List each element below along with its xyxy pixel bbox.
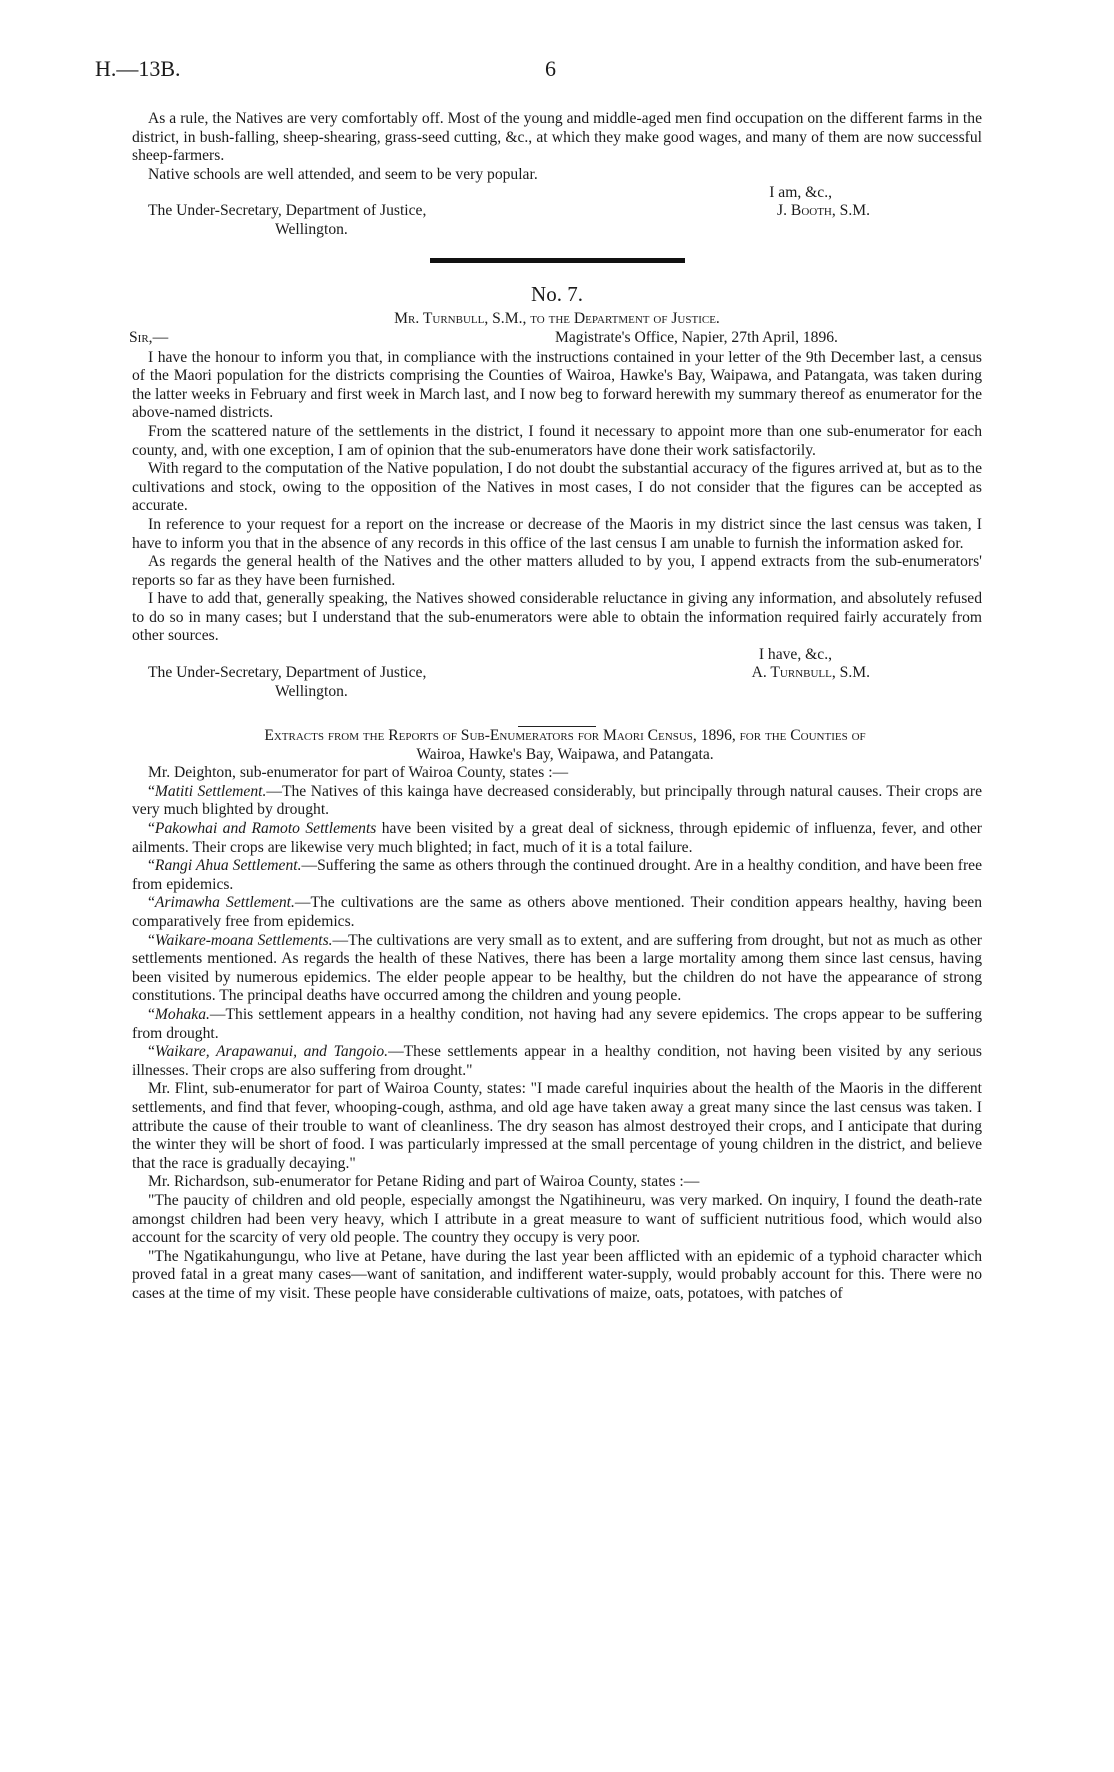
extract-text: —The cultivations are the same as others above mentioned. Their condition appears healthy, having been comparatively free from epidemics.	[132, 894, 982, 930]
section-divider	[430, 258, 685, 263]
settlement-name: Waikare, Arapawanui, and Tangoio.	[154, 1043, 389, 1061]
extract-text: —Suffering the same as others through the continued drought. Are in a healthy condition, and have been free from epidemics.	[132, 857, 983, 893]
paragraph: "The paucity of children and old people, especially amongst the Ngatihineuru, was very marked. On inquiry, I found the death-rate amongst children had been very heavy, which I attribute in a great measure to want of sufficient nutritious food, which would also account for the scarcity of very old people. The country they occupy is very poor.	[132, 1191, 982, 1247]
paragraph: "The Ngatikahungungu, who live at Petane, have during the last year been afflicted with an epidemic of a typhoid character which proved fatal in a great many cases—want of sanitation, and indifferent water-supply, would probably account for this. There were no cases at the time of my visit. These people have considerable cultivations of maize, oats, potatoes, with patches of	[132, 1247, 982, 1302]
paragraph: From the scattered nature of the settlements in the district, I found it necessary to appoint more than one sub-enumerator for each county, and, with one exception, I am of opinion that the sub-enumerators have done their work satisfactorily.	[132, 422, 982, 459]
signature-block	[132, 646, 982, 702]
paragraph: In reference to your request for a report on the increase or decrease of the Maoris in my district since the last census was taken, I have to inform you that in the absence of any records in this office of the last census I am unable to furnish the information asked for.	[132, 515, 982, 552]
signatory: J. Booth, S.M.	[777, 202, 870, 220]
extract-text: —These settlements appear in a healthy condition, not having been visited by any serious illnesses. Their crops are also suffering from drought."	[132, 1043, 983, 1079]
settlement-name: Mohaka.	[154, 1005, 210, 1023]
addressee: The Under-Secretary, Department of Justice,	[148, 664, 427, 682]
extract-text: —The Natives of this kainga have decreased considerably, but principally through natural causes. Their crops are very much blighted by drought.	[132, 782, 982, 819]
document-body	[129, 110, 983, 1303]
page-number: 6	[545, 56, 556, 81]
salutation-line	[129, 328, 982, 349]
settlement-name: Arimawha Settlement.	[154, 894, 295, 912]
addressee-city: Wellington.	[275, 221, 348, 239]
extracts-heading-line: Wairoa, Hawke's Bay, Waipawa, and Patangata.	[416, 745, 714, 763]
paragraph: As regards the general health of the Natives and the other matters alluded to by you, I append extracts from the sub-enumerators' reports so far as they have been furnished.	[132, 553, 982, 589]
addressee: The Under-Secretary, Department of Justice,	[148, 202, 427, 220]
paragraph: Mr. Richardson, sub-enumerator for Petane Riding and part of Wairoa County, states :—	[148, 1173, 700, 1191]
page-reference: H.—13B.	[95, 56, 181, 81]
signature-block	[132, 184, 982, 240]
settlement-name: Waikare-moana Settlements.	[154, 931, 333, 949]
extract-item: “Rangi Ahua Settlement.—Suffering the same as others through the continued drought. Are in a healthy condition, and have been free from epidemics.	[132, 857, 983, 893]
office-line: Magistrate's Office, Napier, 27th April, 1896.	[555, 328, 838, 346]
paragraph: With regard to the computation of the Native population, I do not doubt the substantial accuracy of the figures arrived at, but as to the cultivations and stock, owing to the opposition of the Natives in most cases, I do not consider that the figures can be accepted as accurate.	[132, 460, 982, 515]
paragraph: As a rule, the Natives are very comfortably off. Most of the young and middle-aged men find occupation on the different farms in the district, in bush-falling, sheep-shearing, grass-seed cutting, &c., at which they make good wages, and many of them are now successful sheep-farmers.	[132, 110, 982, 165]
settlement-name: Rangi Ahua Settlement.	[154, 857, 302, 875]
paragraph: Mr. Deighton, sub-enumerator for part of Wairoa County, states :—	[148, 764, 569, 782]
extract-item: “Pakowhai and Ramoto Settlements have been visited by a great deal of sickness, through epidemic of influenza, fever, and other ailments. Their crops are likewise very much blighted; in fact, much of it is a total failure.	[132, 820, 982, 856]
closing: I have, &c.,	[758, 646, 832, 664]
paragraph: Mr. Flint, sub-enumerator for part of Wairoa County, states: "I made careful inquiries about the health of the Maoris in the different settlements, and find that fever, whooping-cough, asthma, and old age have taken away a great many since the last census was taken. I attribute the cause of their trouble to want of cleanliness. The dry season has almost destroyed their crops, and I anticipate that during the winter they will be short of food. I was particularly impressed at the small percentage of young children in the district, and believe that the race is gradually decaying."	[132, 1080, 982, 1172]
extract-item: “Waikare, Arapawanui, and Tangoio.—These settlements appear in a healthy condition, not having been visited by any serious illnesses. Their crops are also suffering from drought."	[132, 1043, 983, 1079]
extract-text: have been visited by a great deal of sickness, through epidemic of influenza, fever, and other ailments. Their crops are likewise very much blighted; in fact, much of it is a total failure.	[132, 820, 982, 856]
extract-item: “Waikare-moana Settlements.—The cultivations are very small as to extent, and are suffering from drought, but not as much as other settlements mentioned. As regards the health of these Natives, there has been a large mortality among them since last census, having been visited by numerous epidemics. The elder people appear to be healthy, but the children do not have the appearance of strong constitutions. The principal deaths have occurred among the children and young people.	[132, 931, 982, 1005]
letter-number: No. 7.	[531, 282, 583, 307]
extract-item: “Arimawha Settlement.—The cultivations are the same as others above mentioned. Their condition appears healthy, having been comparatively free from epidemics.	[132, 894, 982, 930]
paragraph: I have to add that, generally speaking, the Natives showed considerable reluctance in giving any information, and absolutely refused to do so in many cases; but I understand that the sub-enumerators were able to obtain the information required fairly accurately from other sources.	[132, 590, 982, 645]
extract-text: —The cultivations are very small as to extent, and are suffering from drought, but not as much as other settlements mentioned. As regards the health of these Natives, there has been a large mortality among them since last census, having been visited by numerous epidemics. The elder people appear to be healthy, but the children do not have the appearance of strong constitutions. The principal deaths have occurred among the children and young people.	[132, 931, 982, 1005]
letter-title: Mr. Turnbull, S.M., to the Department of Justice.	[394, 309, 720, 327]
settlement-name: Matiti Settlement.	[154, 782, 267, 800]
salutation: Sir,—	[129, 328, 169, 346]
closing: I am, &c.,	[769, 184, 832, 202]
addressee-city: Wellington.	[275, 683, 348, 701]
extract-text: —This settlement appears in a healthy condition, not having had any severe epidemics. The crops appear to be suffering from drought.	[132, 1005, 982, 1042]
extracts-heading-line: Extracts from the Reports of Sub-Enumerators for Maori Census, 1896, for the Counties of	[264, 727, 866, 745]
extracts-heading	[132, 727, 982, 764]
paragraph: Native schools are well attended, and seem to be very popular.	[148, 165, 538, 183]
page-header	[95, 56, 1045, 86]
extract-item: “Mohaka.—This settlement appears in a healthy condition, not having had any severe epidemics. The crops appear to be suffering from drought.	[132, 1005, 982, 1042]
paragraph: I have the honour to inform you that, in compliance with the instructions contained in your letter of the 9th December last, a census of the Maori population for the districts comprising the Counties of Wairoa, Hawke's Bay, Waipawa, and Patangata, was taken during the latter weeks in February and first week in March last, and I now beg to forward herewith my summary thereof as enumerator for the above-named districts.	[132, 348, 982, 422]
extract-item: “Matiti Settlement.—The Natives of this kainga have decreased considerably, but principally through natural causes. Their crops are very much blighted by drought.	[132, 782, 982, 819]
signatory: A. Turnbull, S.M.	[751, 664, 870, 682]
settlement-name: Pakowhai and Ramoto Settlements	[154, 820, 377, 838]
